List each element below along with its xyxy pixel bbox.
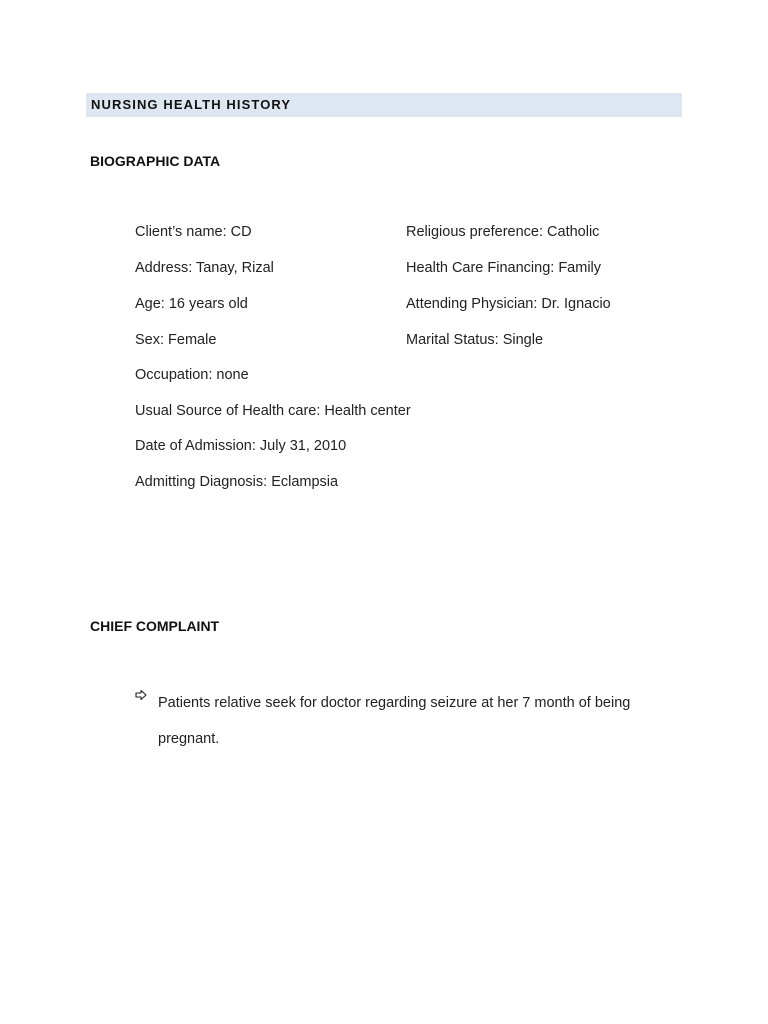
health-care-financing-field: Health Care Financing: Family: [406, 260, 602, 276]
occupation-field: Occupation: none: [135, 367, 249, 383]
admitting-diagnosis-field: Admitting Diagnosis: Eclampsia: [135, 474, 339, 490]
biographic-data-heading: BIOGRAPHIC DATA: [90, 153, 221, 169]
address-field: Address: Tanay, Rizal: [135, 260, 274, 276]
religious-preference-field: Religious preference: Catholic: [406, 224, 600, 240]
sex-field: Sex: Female: [135, 332, 217, 348]
title-bar: [86, 93, 682, 117]
chief-complaint-item: Patients relative seek for doctor regarding seizure at her 7 month of being pregnant.: [158, 695, 631, 747]
document-title: NURSING HEALTH HISTORY: [91, 97, 292, 112]
marital-status-field: Marital Status: Single: [406, 332, 544, 348]
health-care-source-field: Usual Source of Health care: Health center: [135, 403, 411, 419]
attending-physician-field: Attending Physician: Dr. Ignacio: [406, 296, 611, 312]
arrow-bullet-icon: [135, 689, 147, 704]
age-field: Age: 16 years old: [135, 296, 248, 312]
chief-complaint-heading: CHIEF COMPLAINT: [90, 618, 220, 634]
client-name-field: Client’s name: CD: [135, 224, 252, 240]
admission-date-field: Date of Admission: July 31, 2010: [135, 438, 347, 454]
